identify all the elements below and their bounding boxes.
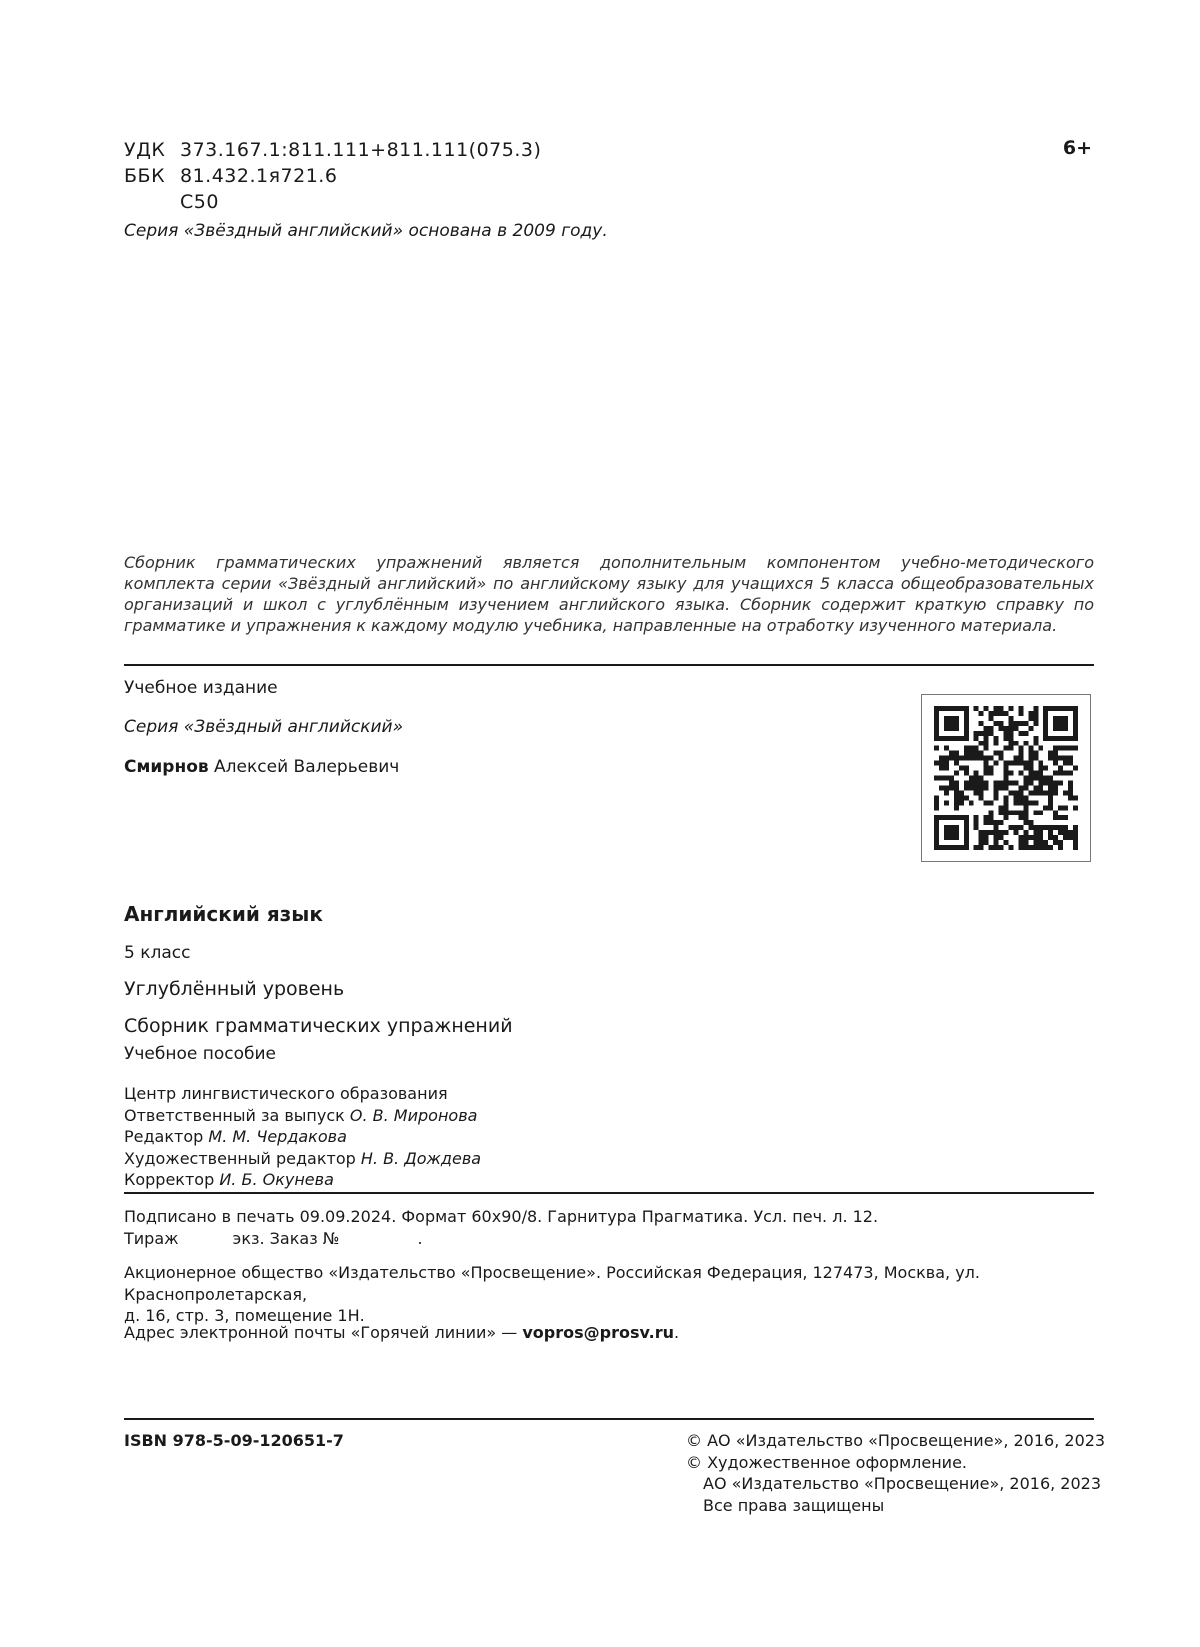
edition-series: Серия «Звёздный английский» (124, 717, 404, 737)
author-name: Алексей Валерьевич (214, 757, 400, 777)
age-rating: 6+ (1062, 137, 1092, 159)
responsible-line: Ответственный за выпуск О. В. Миронова (124, 1105, 478, 1125)
divider-middle (124, 1192, 1094, 1194)
art-editor-line: Художественный редактор Н. В. Дождева (124, 1148, 482, 1168)
series-note: Серия «Звёздный английский» основана в 2009 году. (124, 221, 608, 241)
book-type: Учебное пособие (124, 1044, 276, 1064)
copyright-line-2: © Художественное оформление. (686, 1452, 967, 1472)
address-line-2: д. 16, стр. 3, помещение 1Н. (124, 1306, 365, 1325)
copyright-line-1: © АО «Издательство «Просвещение», 2016, 2023 (686, 1431, 1106, 1450)
book-title: Английский язык (124, 902, 323, 926)
annotation: Сборник грамматических упражнений является дополнительным компонентом учебно-методического комплекта серии «Звёздный английский» по английскому языку для учащихся 5 класса общеобразовательных организаций и школ с углублённым изучением английского языка. Сборник содержит краткую справку по грамматике и упражнения к каждому модулю учебника, направленные на отработку изученного материала. (124, 553, 1094, 635)
signed-line: Подписано в печать 09.09.2024. Формат 60x90/8. Гарнитура Прагматика. Усл. печ. л. 12. (124, 1207, 879, 1226)
email-line: Адрес электронной почты «Горячей линии» — vopros@prosv.ru. (124, 1323, 680, 1342)
publisher-address (124, 1262, 1099, 1327)
divider-bottom (124, 1418, 1094, 1420)
grade: 5 класс (124, 943, 191, 963)
print-info (124, 1206, 878, 1249)
qr-code (921, 694, 1091, 862)
author (124, 756, 399, 778)
copyright-line-4: Все права защищены (703, 1495, 885, 1515)
bbk-value: 81.432.1я721.6 (180, 165, 338, 187)
isbn: ISBN 978-5-09-120651-7 (124, 1431, 344, 1450)
classification-block (124, 137, 541, 215)
divider-top (124, 664, 1094, 666)
udk-label: УДК (124, 139, 166, 161)
credits (124, 1083, 481, 1191)
proofreader-line: Корректор И. Б. Окунева (124, 1170, 334, 1189)
bbk-label: ББК (124, 165, 166, 187)
copyright-line-3: АО «Издательство «Просвещение», 2016, 2023 (703, 1474, 1102, 1493)
email-link[interactable]: vopros@prosv.ru (522, 1323, 674, 1342)
center-line: Центр лингвистического образования (124, 1084, 448, 1103)
address-line-1: Акционерное общество «Издательство «Просвещение». Российская Федерация, 127473, Москва, ул. Краснопролетарская, (124, 1263, 980, 1304)
udk-value: 373.167.1:811.111+811.111(075.3) (180, 139, 542, 161)
run-line: Тираж экз. Заказ № . (124, 1228, 423, 1248)
author-surname: Смирнов (124, 757, 209, 777)
editor-line: Редактор М. М. Чердакова (124, 1127, 347, 1146)
author-mark: С50 (180, 191, 219, 213)
qr-code-icon (934, 706, 1078, 850)
level: Углублённый уровень (124, 978, 345, 1000)
copyright-block (686, 1430, 1105, 1516)
subtitle: Сборник грамматических упражнений (124, 1015, 513, 1037)
edition-type: Учебное издание (124, 678, 278, 698)
